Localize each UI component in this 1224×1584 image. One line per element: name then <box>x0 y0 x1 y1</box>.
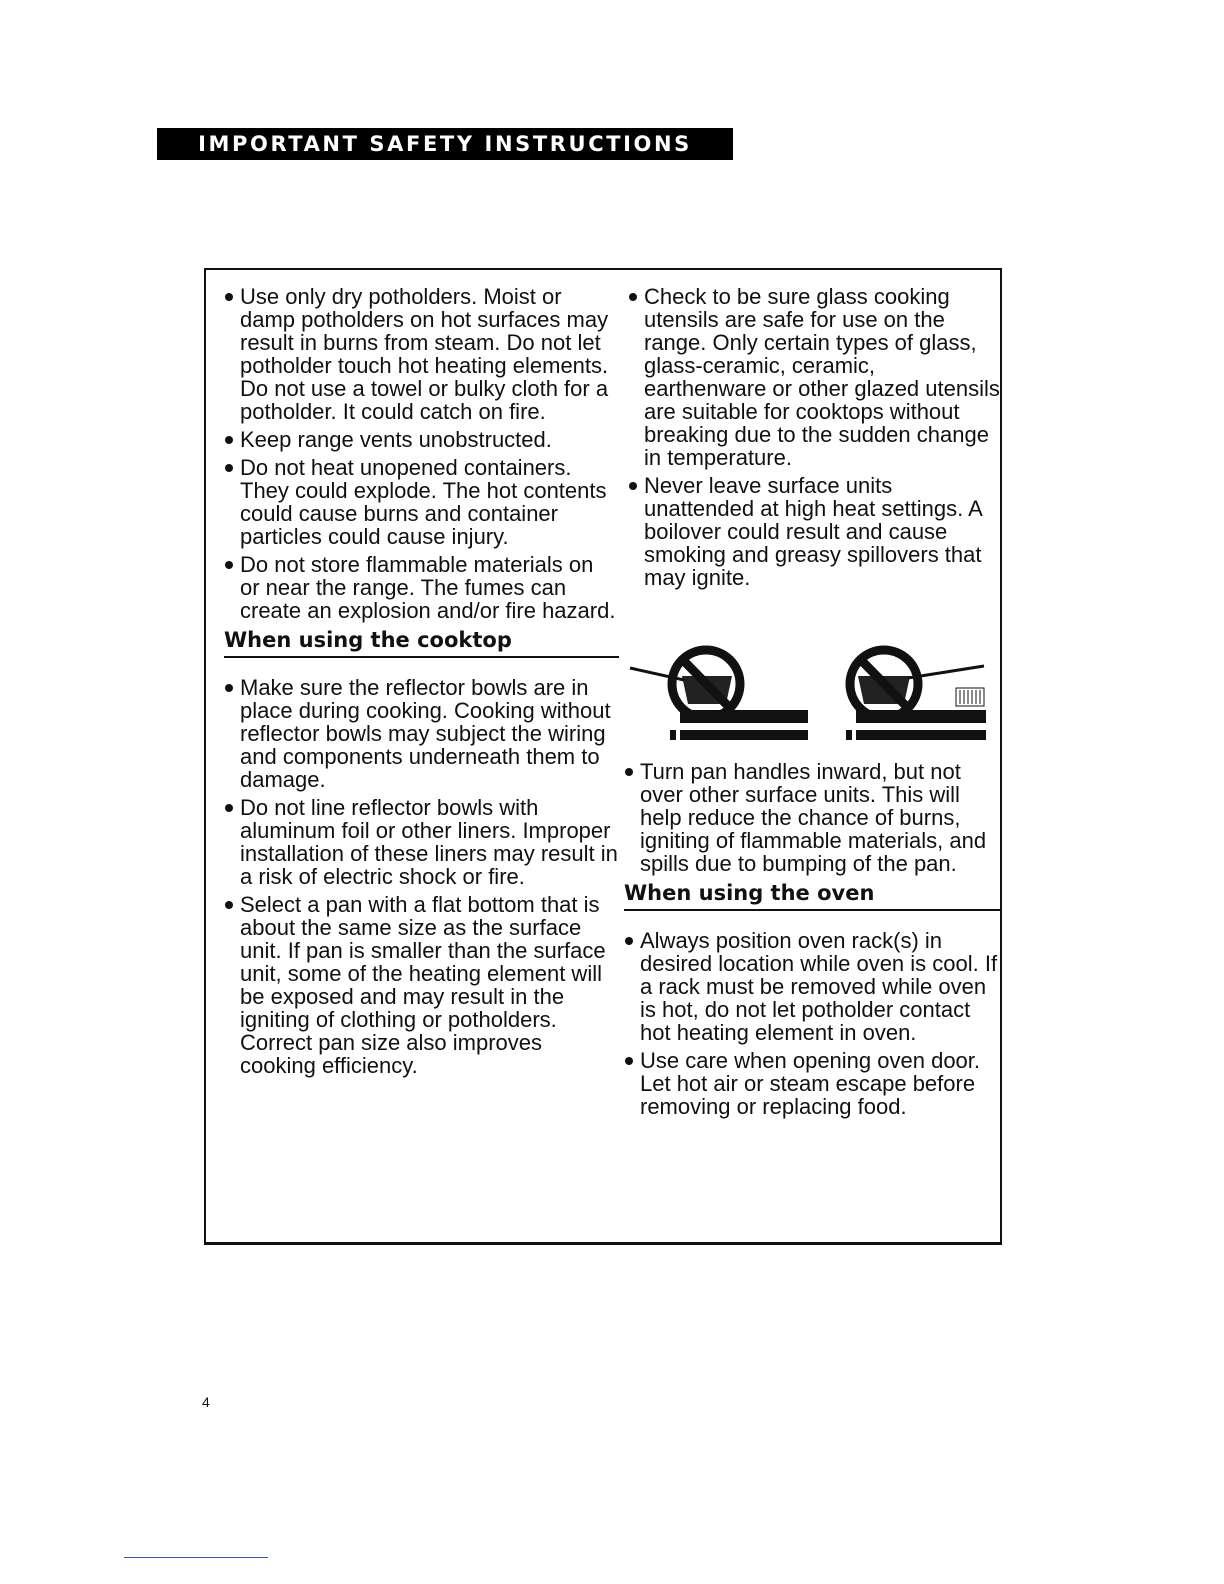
list-item <box>224 893 619 1077</box>
list-item <box>224 676 619 791</box>
right-column-top <box>628 285 1003 594</box>
utensil-safety-list <box>628 285 1003 589</box>
list-item <box>628 474 1003 589</box>
item-text: Check to be sure glass cooking utensils are safe for use on the range. Only certain types of glass, glass-ceramic, ceramic, earthenware or other glazed utensils are suitable for cooktops without breaking due to the sudden change in temperature. <box>644 284 1000 470</box>
bullet-icon <box>225 804 233 812</box>
section-banner: IMPORTANT SAFETY INSTRUCTIONS <box>157 128 733 160</box>
bullet-icon <box>225 436 233 444</box>
list-item <box>628 285 1003 469</box>
item-text: Do not heat unopened containers. They could explode. The hot contents could cause burns and container particles could cause injury. <box>240 455 607 549</box>
item-text: Always position oven rack(s) in desired location while oven is cool. If a rack must be removed while oven is hot, do not let potholder contact hot heating element in oven. <box>640 928 998 1045</box>
pan-handle-warning-illustration <box>622 632 992 744</box>
cooktop-list <box>224 676 619 1077</box>
item-text: Do not store flammable materials on or near the range. The fumes can create an explosion and/or fire hazard. <box>240 552 616 623</box>
bullet-icon <box>225 561 233 569</box>
bullet-icon <box>625 937 633 945</box>
bullet-icon <box>625 768 633 776</box>
oven-heading: When using the oven <box>624 880 1000 911</box>
item-text: Do not line reflector bowls with aluminum foil or other liners. Improper installation of these liners may result in a risk of electric shock or fire. <box>240 795 618 889</box>
bullet-icon <box>225 293 233 301</box>
list-item <box>224 428 619 451</box>
bullet-icon <box>629 293 637 301</box>
list-item <box>624 1049 1000 1118</box>
item-text: Make sure the reflector bowls are in place during cooking. Cooking without reflector bowls may subject the wiring and components underneath them to damage. <box>240 675 611 792</box>
bullet-icon <box>225 684 233 692</box>
no-pan-handle-outward-icon <box>630 650 808 740</box>
right-column-bottom <box>624 760 1000 1123</box>
bullet-icon <box>625 1057 633 1065</box>
item-text: Turn pan handles inward, but not over other surface units. This will help reduce the chance of burns, igniting of flammable materials, and spills due to bumping of the pan. <box>640 759 987 876</box>
list-item <box>624 760 1000 875</box>
pan-handle-list <box>624 760 1000 875</box>
item-text: Use only dry potholders. Moist or damp potholders on hot surfaces may result in burns from steam. Do not let potholder touch hot heating elements. Do not use a towel or bulky cloth for a potholder. It could catch on fire. <box>240 284 609 424</box>
left-column <box>224 285 619 1082</box>
list-item <box>224 553 619 622</box>
item-text: Use care when opening oven door. Let hot air or steam escape before removing or replacing food. <box>640 1048 981 1119</box>
bullet-icon <box>629 482 637 490</box>
item-text: Select a pan with a flat bottom that is about the same size as the surface unit. If pan is smaller than the surface unit, some of the heating element will be exposed and may result in the igniting of clothing or potholders. Correct pan size also improves cooking efficiency. <box>240 892 606 1078</box>
cooktop-heading: When using the cooktop <box>224 627 619 658</box>
list-item <box>224 456 619 548</box>
list-item <box>224 285 619 423</box>
list-item <box>624 929 1000 1044</box>
page-number: 4 <box>202 1394 210 1410</box>
list-item <box>224 796 619 888</box>
general-safety-list <box>224 285 619 622</box>
footer-divider <box>124 1557 268 1558</box>
no-pan-handle-outward-icon <box>846 650 986 740</box>
item-text: Never leave surface units unattended at high heat settings. A boilover could result and cause smoking and greasy spillovers that may ignite. <box>644 473 982 590</box>
item-text: Keep range vents unobstructed. <box>240 427 552 452</box>
bullet-icon <box>225 901 233 909</box>
oven-list <box>624 929 1000 1118</box>
bullet-icon <box>225 464 233 472</box>
